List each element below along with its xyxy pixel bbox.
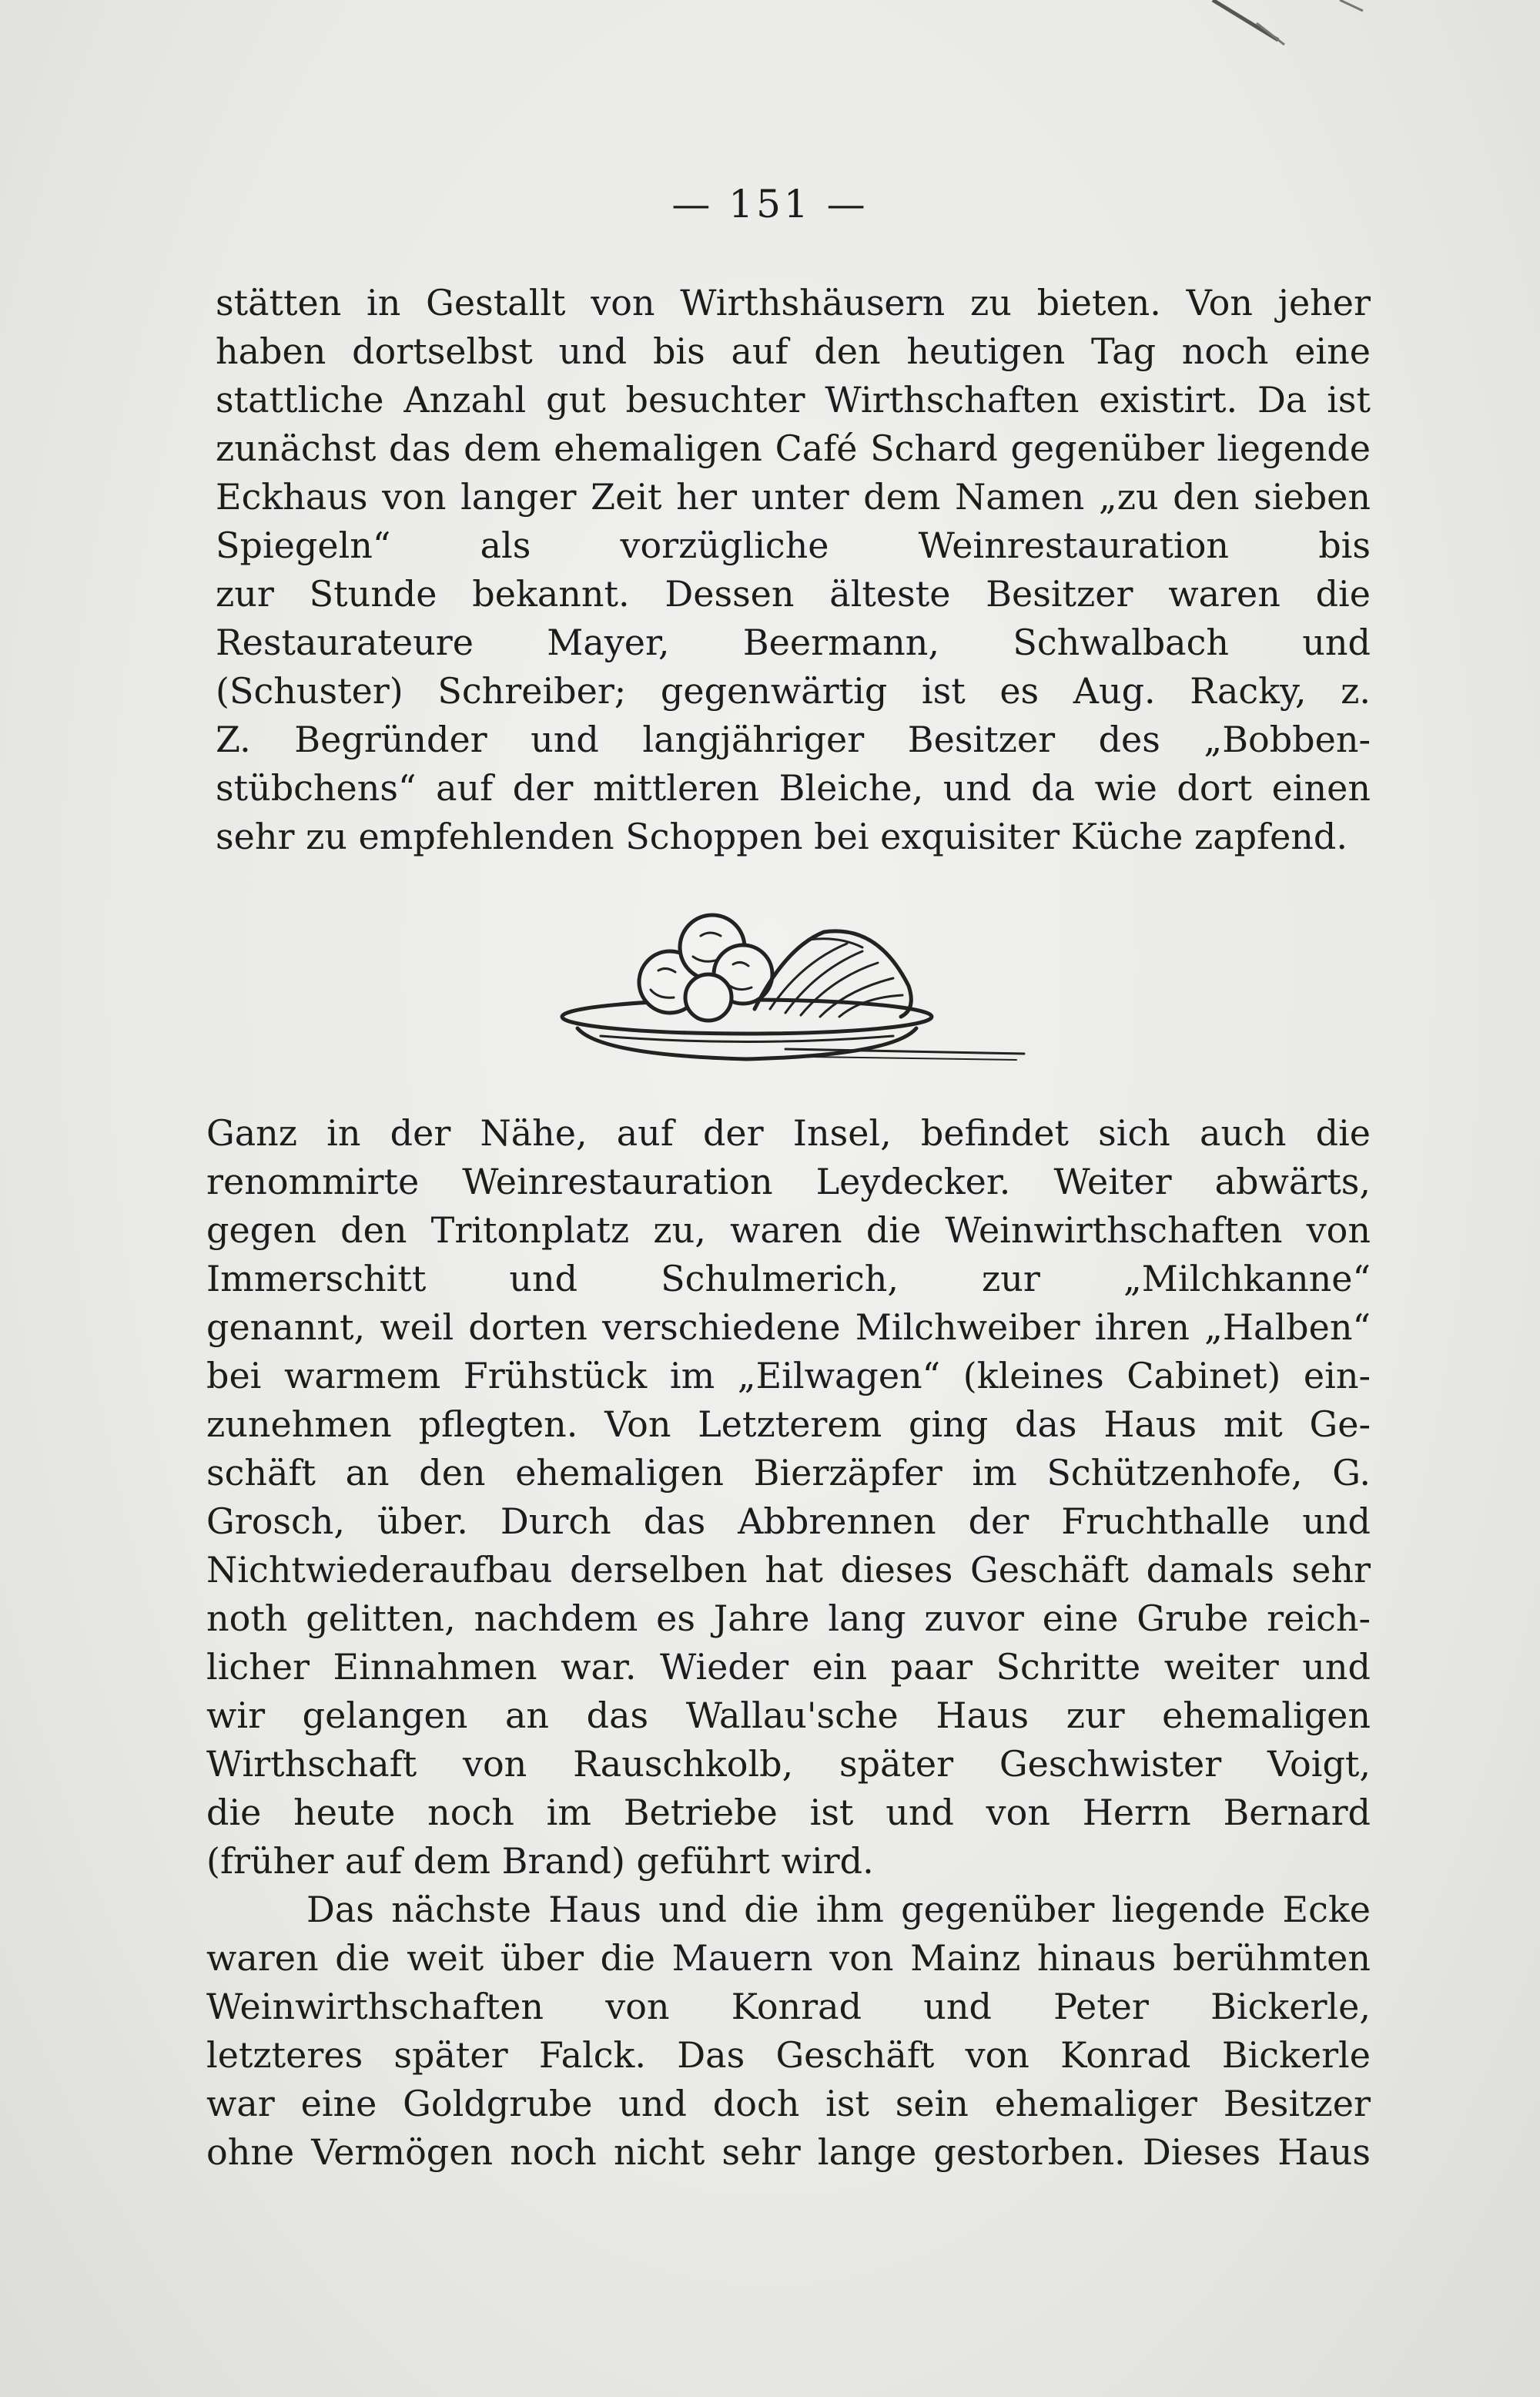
text-line: Z. Begründer und langjähriger Besitzer des „Bobben- [216,719,1371,760]
text-line: licher Einnahmen war. Wieder ein paar Schritte weiter und [206,1646,1371,1688]
text-line: zur Stunde bekannt. Dessen älteste Besitzer waren die [216,573,1371,615]
text-line: Immerschitt und Schulmerich, zur „Milchkanne“ [206,1258,1371,1299]
text-line: (früher auf dem Brand) geführt wird. [206,1840,874,1882]
paragraph-1 [216,279,1371,861]
text-line: Spiegeln“ als vorzügliche Weinrestauration bis [216,525,1371,566]
text-line: sehr zu empfehlenden Schoppen bei exquisiter Küche zapfend. [216,816,1348,857]
text-line: Grosch, über. Durch das Abbrennen der Fruchthalle und [206,1500,1371,1542]
text-line: zunehmen pflegten. Von Letzterem ging das Haus mit Ge- [206,1403,1371,1445]
text-line: genannt, weil dorten verschiedene Milchweiber ihren „Halben“ [206,1306,1371,1348]
text-line: wir gelangen an das Wallau'sche Haus zur ehemaligen [206,1695,1371,1736]
text-line: stattliche Anzahl gut besuchter Wirthschaften existirt. Da ist [216,379,1371,421]
pencil-stroke-mark [0,0,1540,62]
text-line: letzteres später Falck. Das Geschäft von Konrad Bickerle [206,2034,1371,2076]
text-line: stätten in Gestallt von Wirthshäusern zu bieten. Von jeher [216,282,1371,324]
text-line: (Schuster) Schreiber; gegenwärtig ist es Aug. Racky, z. [216,670,1371,712]
text-line: ohne Vermögen noch nicht sehr lange gestorben. Dieses Haus [206,2131,1371,2173]
dish-of-dumplings-illustration [554,901,1032,1078]
text-line: noth gelitten, nachdem es Jahre lang zuvor eine Grube reich- [206,1597,1371,1639]
text-line: Das nächste Haus und die ihm gegenüber liegende Ecke [306,1889,1371,1930]
text-line: Ganz in der Nähe, auf der Insel, befindet sich auch die [206,1112,1371,1154]
text-line: bei warmem Frühstück im „Eilwagen“ (kleines Cabinet) ein- [206,1355,1371,1396]
text-line: zunächst das dem ehemaligen Café Schard gegenüber liegende [216,427,1371,469]
text-line: waren die weit über die Mauern von Mainz hinaus berühmten [206,1937,1371,1979]
text-line: war eine Goldgrube und doch ist sein ehemaliger Besitzer [206,2083,1371,2124]
text-line: Restaurateure Mayer, Beermann, Schwalbach und [216,622,1371,663]
text-line: haben dortselbst und bis auf den heutigen Tag noch eine [216,330,1371,372]
text-line: die heute noch im Betriebe ist und von Herrn Bernard [206,1792,1371,1833]
text-line: Wirthschaft von Rauschkolb, später Geschwister Voigt, [206,1743,1371,1785]
text-line: schäft an den ehemaligen Bierzäpfer im Schützenhofe, G. [206,1452,1371,1494]
text-line: Nichtwiederaufbau derselben hat dieses Geschäft damals sehr [206,1549,1371,1591]
text-line: renommirte Weinrestauration Leydecker. Weiter abwärts, [206,1161,1371,1202]
page-number: — 151 — [671,182,869,226]
text-line: Weinwirthschaften von Konrad und Peter Bickerle, [206,1986,1371,2027]
paragraph-2-and-3 [206,1109,1371,2177]
text-line: stübchens“ auf der mittleren Bleiche, und da wie dort einen [216,767,1371,809]
text-line: gegen den Tritonplatz zu, waren die Weinwirthschaften von [206,1209,1371,1251]
text-line: Eckhaus von langer Zeit her unter dem Namen „zu den sieben [216,476,1371,518]
